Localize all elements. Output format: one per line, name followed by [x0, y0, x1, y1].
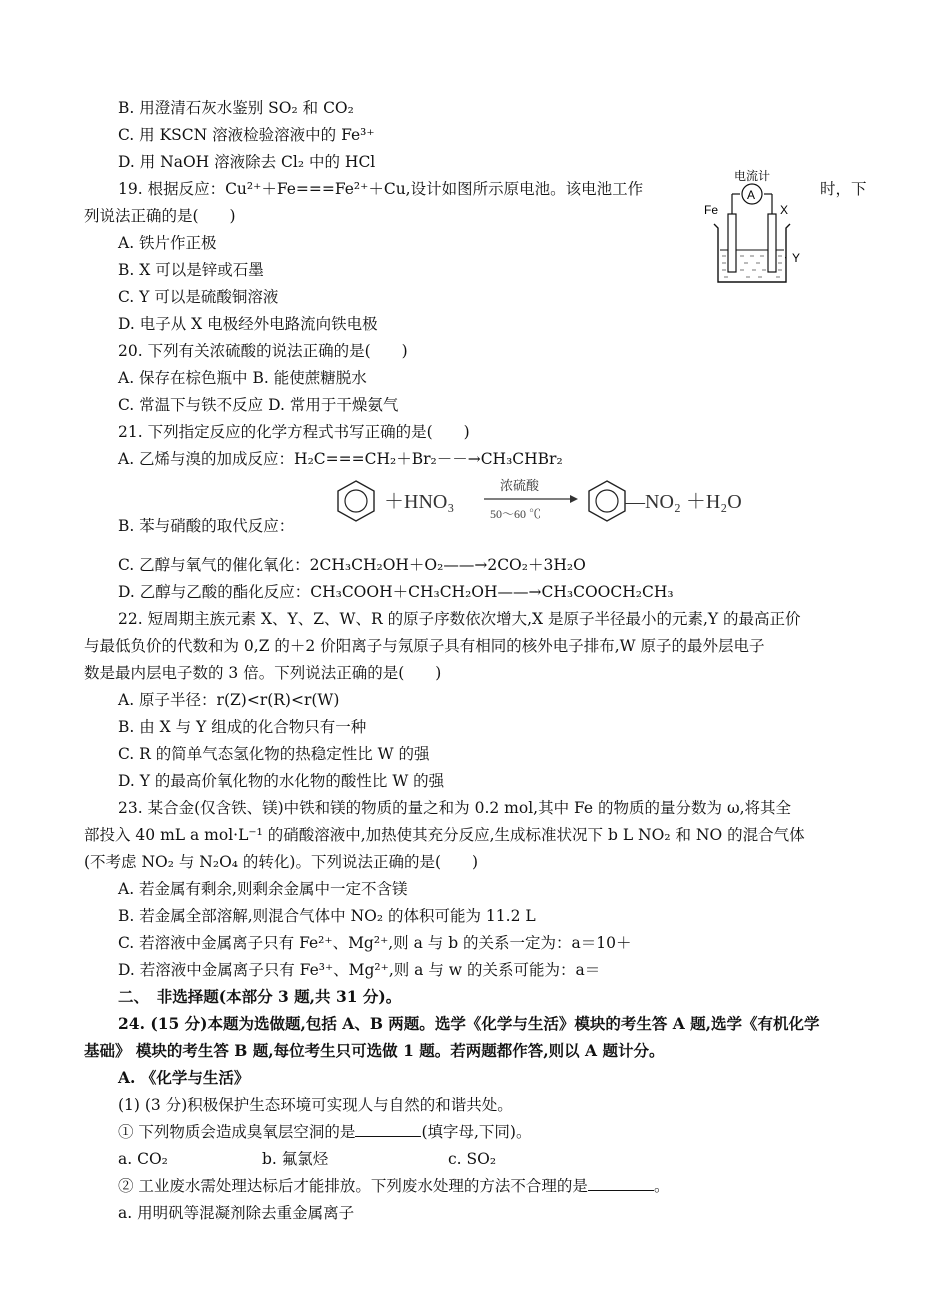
q22-option-b: B. 由 X 与 Y 组成的化合物只有一种: [118, 718, 367, 736]
section-2-heading: 二、 非选择题(本部分 3 题,共 31 分)。: [118, 987, 402, 1006]
q24-sub2-text: ② 工业废水需处理达标后才能排放。下列废水处理的方法不合理的是: [118, 1177, 588, 1195]
q21-option-b: B. 苯与硝酸的取代反应：: [118, 517, 295, 535]
temperature-label: 50～60 ℃: [490, 507, 542, 521]
q21-option-c: C. 乙醇与氧气的催化氧化：2CH₃CH₂OH＋O₂——→2CO₂＋3H₂O: [118, 556, 586, 574]
ammeter-label: 电流计: [734, 169, 771, 183]
answer-blank-2[interactable]: [588, 1175, 654, 1191]
q20-options-ab: A. 保存在棕色瓶中 B. 能使蔗糖脱水: [118, 369, 367, 387]
q19-stem: 19. 根据反应：Cu²⁺＋Fe===Fe²⁺＋Cu,设计如图所示原电池。该电池工作: [118, 180, 644, 198]
fe-electrode-label: Fe: [704, 203, 719, 217]
q22-stem-line2: 与最低负价的代数和为 0,Z 的＋2 价阳离子与氖原子具有相同的核外电子排布,W 原子的最外层电子: [84, 637, 765, 655]
q24-part-a-title: A. 《化学与生活》: [118, 1068, 250, 1087]
option-a: a. CO₂: [118, 1150, 168, 1168]
q20-options-cd: C. 常温下与铁不反应 D. 常用于干燥氨气: [118, 396, 399, 414]
q24-stem-line2: 基础》 模块的考生答 B 题,每位考生只可选做 1 题。若两题都作答,则以 A 题计分。: [84, 1041, 665, 1060]
q18-option-c: C. 用 KSCN 溶液检验溶液中的 Fe³⁺: [118, 126, 375, 144]
q24-part-1-sub2-option-a: a. 用明矾等混凝剂除去重金属离子: [118, 1204, 355, 1222]
x-electrode: [768, 214, 776, 272]
answer-blank-1[interactable]: [355, 1121, 421, 1137]
q24-part-1-sub2: [118, 1173, 669, 1199]
galvanic-cell-diagram: [700, 166, 812, 290]
q24-sub1-text: ① 下列物质会造成臭氧层空洞的是: [118, 1123, 356, 1141]
q18-option-d: D. 用 NaOH 溶液除去 Cl₂ 中的 HCl: [118, 153, 376, 171]
q22-option-d: D. Y 的最高价氧化物的水化物的酸性比 W 的强: [118, 772, 445, 790]
x-electrode-label: X: [780, 203, 789, 217]
q21-stem: 21. 下列指定反应的化学方程式书写正确的是( ): [118, 423, 470, 441]
q24-stem-line1: 24. (15 分)本题为选做题,包括 A、B 两题。选学《化学与生活》模块的考生答 A 题,选学《有机化学: [118, 1014, 820, 1033]
q23-stem-line2: 部投入 40 mL a mol·L⁻¹ 的硝酸溶液中,加热使其充分反应,生成标准状况下 b L NO₂ 和 NO 的混合气体: [84, 826, 805, 844]
nitration-equation-drawing: [322, 472, 772, 530]
q24-sub2-tail: 。: [653, 1177, 670, 1195]
products-label: —NO₂ ＋H₂O: [625, 491, 742, 513]
q23-stem-line3: (不考虑 NO₂ 与 N₂O₄ 的转化)。下列说法正确的是( ): [84, 853, 479, 871]
q22-option-c: C. R 的简单气态氢化物的热稳定性比 W 的强: [118, 745, 430, 763]
option-b: b. 氟氯烃: [262, 1150, 329, 1168]
q19-option-b: B. X 可以是锌或石墨: [118, 261, 264, 279]
q21-option-a: A. 乙烯与溴的加成反应：H₂C===CH₂＋Br₂－－→CH₃CHBr₂: [118, 450, 563, 468]
q19-option-a: A. 铁片作正极: [118, 234, 217, 252]
q24-part-1-sub1: [118, 1119, 531, 1145]
q24-part-1: (1) (3 分)积极保护生态环境可实现人与自然的和谐共处。: [118, 1096, 513, 1114]
q22-option-a: A. 原子半径：r(Z)<r(R)<r(W): [118, 691, 340, 709]
q21-option-d: D. 乙醇与乙酸的酯化反应：CH₃COOH＋CH₃CH₂OH——→CH₃COOCH₂CH₃: [118, 583, 674, 601]
q19-stem-tail: 时，下: [820, 180, 867, 198]
q24-part-1-options: [118, 1146, 496, 1172]
ammeter-symbol: A: [747, 188, 756, 202]
catalyst-label: 浓硫酸: [500, 479, 540, 494]
q19-option-d: D. 电子从 X 电极经外电路流向铁电极: [118, 315, 378, 333]
benzene-ring-icon: [338, 481, 374, 521]
q23-option-a: A. 若金属有剩余,则剩余金属中一定不含镁: [118, 880, 408, 898]
q23-option-c: C. 若溶液中金属离子只有 Fe²⁺、Mg²⁺,则 a 与 b 的关系一定为：a＝10＋: [118, 934, 632, 952]
q23-option-d: D. 若溶液中金属离子只有 Fe³⁺、Mg²⁺,则 a 与 w 的关系可能为：a＝: [118, 961, 601, 979]
q24-sub1-tail: (填字母,下同)。: [421, 1123, 532, 1141]
q22-stem-line1: 22. 短周期主族元素 X、Y、Z、W、R 的原子序数依次增大,X 是原子半径最小的元素,Y 的最高正价: [118, 610, 801, 628]
option-c: c. SO₂: [448, 1150, 497, 1168]
reagent-hno3: ＋HNO₃: [384, 491, 455, 513]
q20-stem: 20. 下列有关浓硫酸的说法正确的是( ): [118, 342, 408, 360]
q23-stem-line1: 23. 某合金(仅含铁、镁)中铁和镁的物质的量之和为 0.2 mol,其中 Fe 的物质的量分数为 ω,将其全: [118, 799, 792, 817]
q19-option-c: C. Y 可以是硫酸铜溶液: [118, 288, 279, 306]
q18-option-b: B. 用澄清石灰水鉴别 SO₂ 和 CO₂: [118, 99, 354, 117]
nitration-equation: [322, 472, 772, 530]
galvanic-cell-figure: [700, 166, 812, 290]
nitrobenzene-ring-icon: [589, 481, 625, 521]
q23-option-b: B. 若金属全部溶解,则混合气体中 NO₂ 的体积可能为 11.2 L: [118, 907, 536, 925]
q22-stem-line3: 数是最内层电子数的 3 倍。下列说法正确的是( ): [84, 664, 442, 682]
q19-stem-cont: 列说法正确的是( ): [84, 207, 236, 225]
electrolyte-label: Y: [792, 251, 801, 265]
fe-electrode: [728, 214, 736, 272]
